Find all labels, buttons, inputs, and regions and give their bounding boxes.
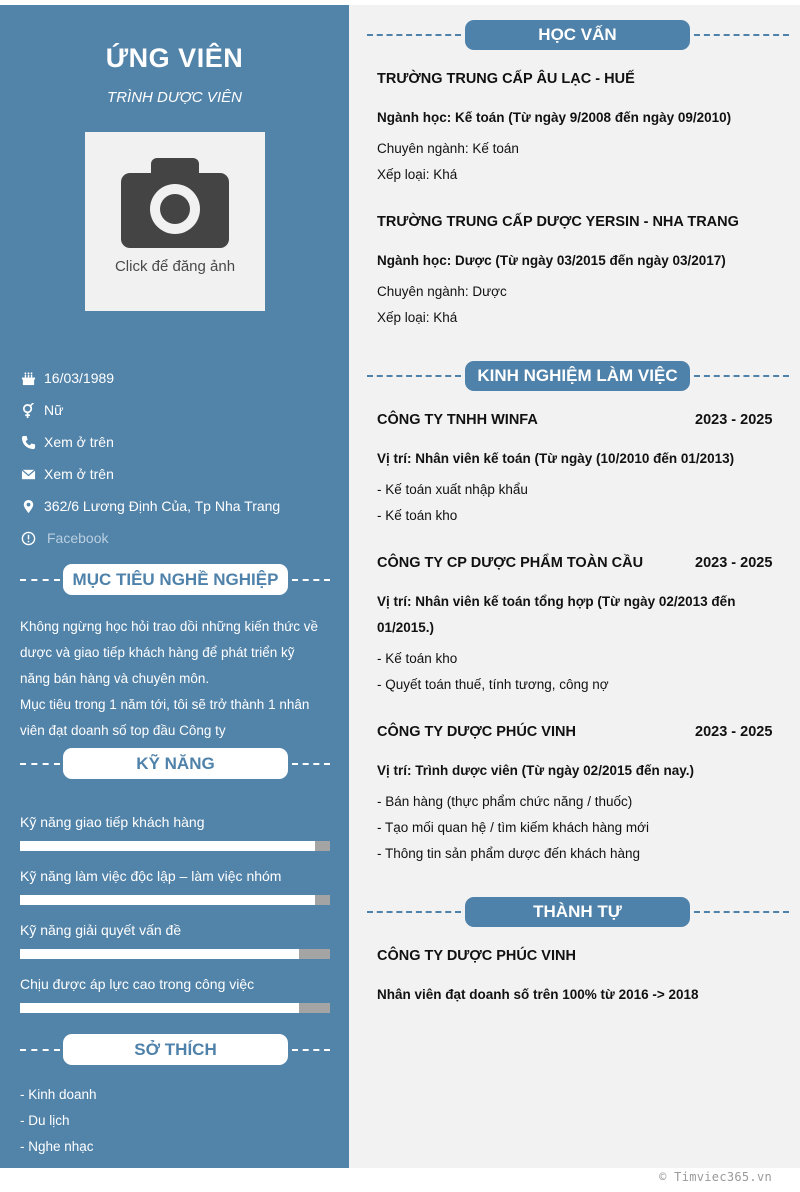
job-position: Vị trí: Trình dược viên (Từ ngày 02/2015 đến nay.): [377, 763, 694, 778]
hobby-item: - Kinh doanh: [20, 1087, 97, 1102]
hobbies-heading: [20, 1034, 330, 1066]
objective-text: [20, 614, 332, 744]
candidate-name: ỨNG VIÊN: [105, 43, 244, 73]
envelope-icon: [20, 466, 36, 482]
job-task: - Kế toán kho: [377, 508, 458, 523]
job-task: - Tạo mối quan hệ / tìm kiếm khách hàng mới: [377, 820, 649, 835]
hobbies-list: [20, 1082, 97, 1160]
skill-bar: [20, 841, 330, 851]
school-grade: Xếp loại: Khá: [377, 310, 458, 325]
achievement-detail: Nhân viên đạt doanh số trên 100% từ 2016 -> 2018: [377, 987, 699, 1002]
company-name: CÔNG TY TNHH WINFA: [377, 412, 538, 428]
info-icon: [20, 530, 36, 546]
hobbies-title: SỞ THÍCH: [63, 1034, 288, 1065]
main-content: [349, 5, 800, 1168]
hobby-item: - Nghe nhạc: [20, 1139, 94, 1154]
job-years: 2023 - 2025: [695, 724, 773, 740]
phone-icon: [20, 434, 36, 450]
job-position: Vị trí: Nhân viên kế toán tổng hợp (Từ ngày 02/2013 đến: [377, 594, 736, 609]
achievement-company: CÔNG TY DƯỢC PHÚC VINH: [377, 948, 576, 964]
company-name: CÔNG TY DƯỢC PHÚC VINH: [377, 724, 576, 740]
map-pin-icon: [20, 498, 36, 514]
skills-heading: [20, 748, 330, 780]
footer-credit: © Timviec365.vn: [659, 1170, 772, 1184]
birthday-text: 16/03/1989: [44, 370, 115, 386]
birthday-cake-icon: [20, 370, 36, 386]
photo-caption: Click để đăng ảnh: [114, 258, 236, 275]
phone-text: Xem ở trên: [44, 434, 114, 450]
education-title: HỌC VẤN: [465, 20, 690, 50]
sidebar: [0, 5, 349, 1168]
email-text: Xem ở trên: [44, 466, 114, 482]
phone-row: [20, 432, 114, 452]
education-heading: [367, 20, 789, 52]
address-row: [20, 496, 280, 516]
job-task: - Thông tin sản phẩm dược đến khách hàng: [377, 846, 641, 861]
school-grade: Xếp loại: Khá: [377, 167, 458, 182]
school-name: TRƯỜNG TRUNG CẤP DƯỢC YERSIN - NHA TRANG: [377, 214, 739, 230]
job-task: - Kế toán kho: [377, 651, 458, 666]
birthday-row: [20, 368, 114, 388]
email-row: [20, 464, 114, 484]
job-task: - Quyết toán thuế, tính tương, công nợ: [377, 677, 609, 692]
school-specialty: Chuyên ngành: Dược: [377, 284, 507, 299]
achievements-title: THÀNH TỰ: [465, 897, 690, 927]
skill-bar-fill: [20, 949, 299, 959]
objective-line: năng bán hàng và chuyên môn.: [20, 671, 210, 686]
experience-heading: [367, 361, 789, 393]
skill-label: Chịu được áp lực cao trong công việc: [20, 976, 255, 992]
facebook-link[interactable]: Facebook: [47, 530, 109, 546]
gender-icon: [20, 402, 36, 418]
skill-bar-fill: [20, 895, 315, 905]
gender-row: [20, 400, 63, 420]
school-major: Ngành học: Dược (Từ ngày 03/2015 đến ngày 03/2017): [377, 253, 726, 268]
school-major: Ngành học: Kế toán (Từ ngày 9/2008 đến ngày 09/2010): [377, 110, 732, 125]
job-years: 2023 - 2025: [695, 555, 773, 571]
objective-title: MỤC TIÊU NGHỀ NGHIỆP: [63, 564, 288, 595]
skill-label: Kỹ năng làm việc độc lập – làm việc nhóm: [20, 868, 282, 884]
objective-line: Mục tiêu trong 1 năm tới, tôi sẽ trở thành 1 nhân: [20, 697, 310, 712]
facebook-row[interactable]: [20, 528, 108, 548]
job-position-cont: 01/2015.): [377, 620, 435, 635]
skill-bar: [20, 949, 330, 959]
skills-title: KỸ NĂNG: [63, 748, 288, 779]
job-task: - Bán hàng (thực phẩm chức năng / thuốc): [377, 794, 633, 809]
skill-label: Kỹ năng giải quyết vấn đề: [20, 922, 182, 938]
hobby-item: - Du lịch: [20, 1113, 70, 1128]
skill-bar: [20, 1003, 330, 1013]
objective-line: dược và giao tiếp khách hàng để phát triển kỹ: [20, 645, 295, 660]
candidate-role: TRÌNH DƯỢC VIÊN: [107, 89, 242, 106]
objective-line: viên đạt doanh số top đầu Công ty: [20, 723, 226, 738]
school-specialty: Chuyên ngành: Kế toán: [377, 141, 519, 156]
job-position: Vị trí: Nhân viên kế toán (Từ ngày (10/2010 đến 01/2013): [377, 451, 735, 466]
job-years: 2023 - 2025: [695, 412, 773, 428]
objective-line: Không ngừng học hỏi trao dồi những kiến thức về: [20, 619, 319, 634]
skill-label: Kỹ năng giao tiếp khách hàng: [20, 814, 205, 830]
job-task: - Kế toán xuất nhập khẩu: [377, 482, 528, 497]
school-name: TRƯỜNG TRUNG CẤP ÂU LẠC - HUẾ: [377, 71, 635, 87]
address-text: 362/6 Lương Định Của, Tp Nha Trang: [44, 498, 281, 514]
objective-heading: [20, 564, 330, 596]
experience-title: KINH NGHIỆM LÀM VIỆC: [465, 361, 690, 391]
photo-upload[interactable]: [85, 132, 265, 311]
skill-bar: [20, 895, 330, 905]
achievements-heading: [367, 897, 789, 929]
camera-icon: [121, 156, 229, 253]
skill-bar-fill: [20, 1003, 299, 1013]
skill-bar-fill: [20, 841, 315, 851]
company-name: CÔNG TY CP DƯỢC PHẨM TOÀN CẦU: [377, 555, 644, 571]
gender-text: Nữ: [44, 402, 64, 418]
